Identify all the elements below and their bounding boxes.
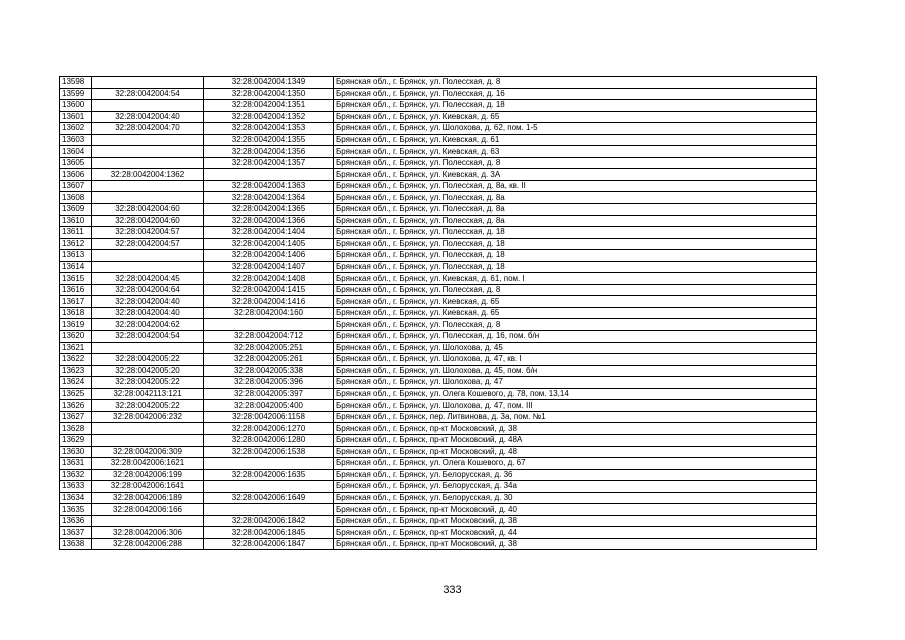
- address-cell: Брянская обл., г. Брянск, ул. Полесская, д. 18: [334, 250, 817, 262]
- parcel-number-cell: 32:28:0042004:54: [92, 88, 204, 100]
- parcel-number-cell: 32:28:0042006:1621: [92, 458, 204, 470]
- address-cell: Брянская обл., г. Брянск, ул. Киевская, д. 61: [334, 134, 817, 146]
- row-number-cell: 13614: [60, 261, 92, 273]
- row-number-cell: 13632: [60, 469, 92, 481]
- row-number-cell: 13613: [60, 250, 92, 262]
- address-cell: Брянская обл., г. Брянск, ул. Белорусская, д. 30: [334, 492, 817, 504]
- table-row: [60, 515, 817, 527]
- parcel-number-cell: [92, 134, 204, 146]
- building-number-cell: 32:28:0042006:1649: [204, 492, 334, 504]
- address-cell: Брянская обл., г. Брянск, ул. Шолохова, д. 47, пом. III: [334, 400, 817, 412]
- building-number-cell: 32:28:0042004:1363: [204, 180, 334, 192]
- building-number-cell: 32:28:0042004:1353: [204, 123, 334, 135]
- address-cell: Брянская обл., г. Брянск, ул. Полесская, д. 16, пом. б/н: [334, 331, 817, 343]
- building-number-cell: 32:28:0042004:1408: [204, 273, 334, 285]
- building-number-cell: 32:28:0042004:1405: [204, 238, 334, 250]
- address-cell: Брянская обл., г. Брянск, ул. Полесская, д. 18: [334, 261, 817, 273]
- parcel-number-cell: 32:28:0042004:45: [92, 273, 204, 285]
- building-number-cell: 32:28:0042004:1366: [204, 215, 334, 227]
- address-cell: Брянская обл., г. Брянск, ул. Киевская, д. 65: [334, 111, 817, 123]
- row-number-cell: 13598: [60, 77, 92, 89]
- table-row: [60, 481, 817, 493]
- address-cell: Брянская обл., г. Брянск, ул. Полесская, д. 8а: [334, 204, 817, 216]
- row-number-cell: 13638: [60, 538, 92, 550]
- building-number-cell: 32:28:0042004:1404: [204, 227, 334, 239]
- parcel-number-cell: [92, 342, 204, 354]
- parcel-number-cell: 32:28:0042004:57: [92, 227, 204, 239]
- row-number-cell: 13628: [60, 423, 92, 435]
- building-number-cell: 32:28:0042005:338: [204, 365, 334, 377]
- row-number-cell: 13619: [60, 319, 92, 331]
- table-row: [60, 192, 817, 204]
- parcel-number-cell: [92, 515, 204, 527]
- address-cell: Брянская обл., г. Брянск, ул. Полесская, д. 8а: [334, 192, 817, 204]
- parcel-number-cell: 32:28:0042005:22: [92, 354, 204, 366]
- table-row: [60, 250, 817, 262]
- building-number-cell: 32:28:0042006:1158: [204, 411, 334, 423]
- parcel-number-cell: 32:28:0042006:309: [92, 446, 204, 458]
- row-number-cell: 13602: [60, 123, 92, 135]
- table-row: [60, 527, 817, 539]
- building-number-cell: 32:28:0042006:1845: [204, 527, 334, 539]
- parcel-number-cell: 32:28:0042004:60: [92, 204, 204, 216]
- address-cell: Брянская обл., г. Брянск, ул. Киевская, д. 65: [334, 307, 817, 319]
- building-number-cell: [204, 504, 334, 516]
- building-number-cell: 32:28:0042005:251: [204, 342, 334, 354]
- address-cell: Брянская обл., г. Брянск, пр-кт Московский, д. 38: [334, 538, 817, 550]
- parcel-number-cell: 32:28:0042006:306: [92, 527, 204, 539]
- table-row: [60, 123, 817, 135]
- building-number-cell: 32:28:0042004:1415: [204, 284, 334, 296]
- table-row: [60, 388, 817, 400]
- parcel-number-cell: 32:28:0042004:40: [92, 111, 204, 123]
- parcel-number-cell: 32:28:0042006:1641: [92, 481, 204, 493]
- parcel-number-cell: [92, 180, 204, 192]
- row-number-cell: 13607: [60, 180, 92, 192]
- building-number-cell: 32:28:0042005:400: [204, 400, 334, 412]
- table-row: [60, 354, 817, 366]
- building-number-cell: 32:28:0042006:1842: [204, 515, 334, 527]
- row-number-cell: 13600: [60, 100, 92, 112]
- building-number-cell: 32:28:0042004:1349: [204, 77, 334, 89]
- building-number-cell: 32:28:0042006:1270: [204, 423, 334, 435]
- table-row: [60, 204, 817, 216]
- building-number-cell: 32:28:0042005:261: [204, 354, 334, 366]
- table-row: [60, 342, 817, 354]
- building-number-cell: [204, 458, 334, 470]
- address-cell: Брянская обл., г. Брянск, ул. Полесская, д. 18: [334, 238, 817, 250]
- table-row: [60, 538, 817, 550]
- table-row: [60, 307, 817, 319]
- address-cell: Брянская обл., г. Брянск, ул. Киевская, д. 65: [334, 296, 817, 308]
- table-row: [60, 331, 817, 343]
- address-cell: Брянская обл., г. Брянск, пр-кт Московский, д. 48А: [334, 434, 817, 446]
- building-number-cell: [204, 169, 334, 181]
- building-number-cell: 32:28:0042004:1351: [204, 100, 334, 112]
- table-row: [60, 319, 817, 331]
- parcel-number-cell: 32:28:0042004:64: [92, 284, 204, 296]
- parcel-number-cell: 32:28:0042005:22: [92, 377, 204, 389]
- address-cell: Брянская обл., г. Брянск, ул. Олега Кошевого, д. 78, пом. 13,14: [334, 388, 817, 400]
- building-number-cell: 32:28:0042004:1357: [204, 157, 334, 169]
- building-number-cell: 32:28:0042004:712: [204, 331, 334, 343]
- table-row: [60, 134, 817, 146]
- address-cell: Брянская обл., г. Брянск, ул. Шолохова, д. 45: [334, 342, 817, 354]
- building-number-cell: 32:28:0042004:160: [204, 307, 334, 319]
- parcel-number-cell: 32:28:0042004:57: [92, 238, 204, 250]
- table-row: [60, 157, 817, 169]
- row-number-cell: 13605: [60, 157, 92, 169]
- parcel-number-cell: [92, 250, 204, 262]
- row-number-cell: 13623: [60, 365, 92, 377]
- table-row: [60, 400, 817, 412]
- building-number-cell: 32:28:0042006:1847: [204, 538, 334, 550]
- table-row: [60, 446, 817, 458]
- row-number-cell: 13631: [60, 458, 92, 470]
- address-cell: Брянская обл., г. Брянск, ул. Киевская, д. 3А: [334, 169, 817, 181]
- building-number-cell: 32:28:0042004:1416: [204, 296, 334, 308]
- row-number-cell: 13610: [60, 215, 92, 227]
- parcel-number-cell: [92, 434, 204, 446]
- parcel-number-cell: 32:28:0042006:288: [92, 538, 204, 550]
- parcel-number-cell: 32:28:0042004:70: [92, 123, 204, 135]
- table-row: [60, 180, 817, 192]
- table-row: [60, 77, 817, 89]
- table-row: [60, 88, 817, 100]
- address-cell: Брянская обл., г. Брянск, пр-кт Московский, д. 38: [334, 423, 817, 435]
- row-number-cell: 13615: [60, 273, 92, 285]
- building-number-cell: 32:28:0042004:1352: [204, 111, 334, 123]
- building-number-cell: [204, 319, 334, 331]
- parcel-number-cell: [92, 77, 204, 89]
- address-cell: Брянская обл., г. Брянск, ул. Полесская, д. 18: [334, 100, 817, 112]
- address-cell: Брянская обл., г. Брянск, ул. Шолохова, д. 47: [334, 377, 817, 389]
- parcel-number-cell: 32:28:0042006:232: [92, 411, 204, 423]
- parcel-number-cell: 32:28:0042004:40: [92, 307, 204, 319]
- parcel-number-cell: [92, 192, 204, 204]
- address-cell: Брянская обл., г. Брянск, ул. Шолохова, д. 47, кв. I: [334, 354, 817, 366]
- table-row: [60, 227, 817, 239]
- row-number-cell: 13626: [60, 400, 92, 412]
- table-row: [60, 411, 817, 423]
- table-row: [60, 296, 817, 308]
- row-number-cell: 13609: [60, 204, 92, 216]
- register-table-body: [60, 77, 817, 550]
- table-row: [60, 504, 817, 516]
- parcel-number-cell: 32:28:0042005:20: [92, 365, 204, 377]
- parcel-number-cell: 32:28:0042004:62: [92, 319, 204, 331]
- address-cell: Брянская обл., г. Брянск, ул. Шолохова, д. 62, пом. 1-5: [334, 123, 817, 135]
- parcel-number-cell: 32:28:0042004:54: [92, 331, 204, 343]
- address-cell: Брянская обл., г. Брянск, ул. Полесская, д. 8: [334, 157, 817, 169]
- table-row: [60, 284, 817, 296]
- building-number-cell: 32:28:0042004:1365: [204, 204, 334, 216]
- address-cell: Брянская обл., г. Брянск, ул. Полесская, д. 8: [334, 319, 817, 331]
- row-number-cell: 13637: [60, 527, 92, 539]
- building-number-cell: 32:28:0042004:1355: [204, 134, 334, 146]
- building-number-cell: 32:28:0042004:1364: [204, 192, 334, 204]
- table-row: [60, 434, 817, 446]
- row-number-cell: 13604: [60, 146, 92, 158]
- building-number-cell: 32:28:0042005:396: [204, 377, 334, 389]
- building-number-cell: 32:28:0042004:1407: [204, 261, 334, 273]
- address-cell: Брянская обл., г. Брянск, ул. Полесская, д. 8: [334, 77, 817, 89]
- address-cell: Брянская обл., г. Брянск, ул. Полесская, д. 8: [334, 284, 817, 296]
- table-row: [60, 215, 817, 227]
- row-number-cell: 13616: [60, 284, 92, 296]
- row-number-cell: 13634: [60, 492, 92, 504]
- table-row: [60, 169, 817, 181]
- parcel-number-cell: 32:28:0042004:40: [92, 296, 204, 308]
- address-cell: Брянская обл., г. Брянск, ул. Белорусская, д. 34а: [334, 481, 817, 493]
- row-number-cell: 13612: [60, 238, 92, 250]
- address-cell: Брянская обл., г. Брянск, ул. Белорусская, д. 36: [334, 469, 817, 481]
- parcel-number-cell: [92, 261, 204, 273]
- address-cell: Брянская обл., г. Брянск, пр-кт Московский, д. 38: [334, 515, 817, 527]
- building-number-cell: [204, 481, 334, 493]
- parcel-number-cell: [92, 146, 204, 158]
- register-table: [59, 76, 817, 550]
- row-number-cell: 13611: [60, 227, 92, 239]
- row-number-cell: 13603: [60, 134, 92, 146]
- address-cell: Брянская обл., г. Брянск, ул. Полесская, д. 16: [334, 88, 817, 100]
- row-number-cell: 13635: [60, 504, 92, 516]
- address-cell: Брянская обл., г. Брянск, пр-кт Московский, д. 44: [334, 527, 817, 539]
- row-number-cell: 13629: [60, 434, 92, 446]
- table-row: [60, 146, 817, 158]
- parcel-number-cell: 32:28:0042006:166: [92, 504, 204, 516]
- row-number-cell: 13608: [60, 192, 92, 204]
- table-row: [60, 469, 817, 481]
- row-number-cell: 13617: [60, 296, 92, 308]
- address-cell: Брянская обл., г. Брянск, ул. Киевская, д. 63: [334, 146, 817, 158]
- table-row: [60, 100, 817, 112]
- parcel-number-cell: 32:28:0042004:1362: [92, 169, 204, 181]
- page-number: 333: [443, 584, 462, 596]
- table-row: [60, 365, 817, 377]
- parcel-number-cell: 32:28:0042004:60: [92, 215, 204, 227]
- address-cell: Брянская обл., г. Брянск, ул. Полесская, д. 8а: [334, 215, 817, 227]
- parcel-number-cell: 32:28:0042005:22: [92, 400, 204, 412]
- parcel-number-cell: 32:28:0042006:199: [92, 469, 204, 481]
- address-cell: Брянская обл., г. Брянск, ул. Шолохова, д. 45, пом. б/н: [334, 365, 817, 377]
- parcel-number-cell: [92, 423, 204, 435]
- building-number-cell: 32:28:0042005:397: [204, 388, 334, 400]
- row-number-cell: 13620: [60, 331, 92, 343]
- parcel-number-cell: [92, 100, 204, 112]
- row-number-cell: 13625: [60, 388, 92, 400]
- building-number-cell: 32:28:0042006:1280: [204, 434, 334, 446]
- row-number-cell: 13622: [60, 354, 92, 366]
- parcel-number-cell: 32:28:0042113:121: [92, 388, 204, 400]
- row-number-cell: 13599: [60, 88, 92, 100]
- address-cell: Брянская обл., г. Брянск, ул. Полесская, д. 18: [334, 227, 817, 239]
- table-row: [60, 492, 817, 504]
- table-row: [60, 273, 817, 285]
- address-cell: Брянская обл., г. Брянск, пр-кт Московский, д. 48: [334, 446, 817, 458]
- table-row: [60, 423, 817, 435]
- address-cell: Брянская обл., г. Брянск, ул. Киевская, д. 61, пом. I: [334, 273, 817, 285]
- row-number-cell: 13636: [60, 515, 92, 527]
- table-row: [60, 458, 817, 470]
- row-number-cell: 13627: [60, 411, 92, 423]
- table-row: [60, 261, 817, 273]
- address-cell: Брянская обл., г. Брянск, ул. Олега Кошевого, д. 67: [334, 458, 817, 470]
- parcel-number-cell: [92, 157, 204, 169]
- building-number-cell: 32:28:0042004:1356: [204, 146, 334, 158]
- row-number-cell: 13621: [60, 342, 92, 354]
- building-number-cell: 32:28:0042006:1538: [204, 446, 334, 458]
- address-cell: Брянская обл., г. Брянск, ул. Полесская, д. 8а, кв. II: [334, 180, 817, 192]
- building-number-cell: 32:28:0042006:1635: [204, 469, 334, 481]
- parcel-number-cell: 32:28:0042006:189: [92, 492, 204, 504]
- row-number-cell: 13633: [60, 481, 92, 493]
- building-number-cell: 32:28:0042004:1350: [204, 88, 334, 100]
- row-number-cell: 13606: [60, 169, 92, 181]
- row-number-cell: 13618: [60, 307, 92, 319]
- table-row: [60, 111, 817, 123]
- building-number-cell: 32:28:0042004:1406: [204, 250, 334, 262]
- table-row: [60, 377, 817, 389]
- row-number-cell: 13624: [60, 377, 92, 389]
- row-number-cell: 13601: [60, 111, 92, 123]
- address-cell: Брянская обл., г. Брянск, пер. Литвинова, д. 3а, пом. №1: [334, 411, 817, 423]
- address-cell: Брянская обл., г. Брянск, пр-кт Московский, д. 40: [334, 504, 817, 516]
- row-number-cell: 13630: [60, 446, 92, 458]
- table-row: [60, 238, 817, 250]
